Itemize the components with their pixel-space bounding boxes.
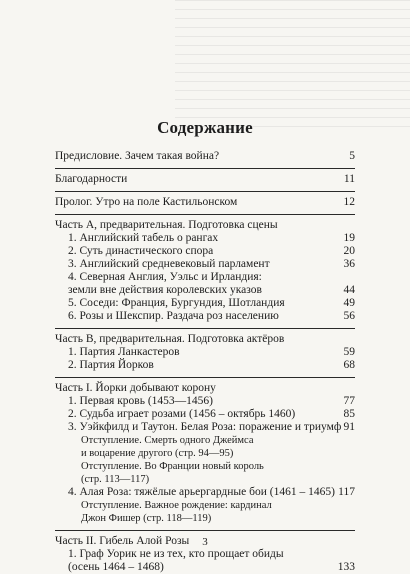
table-of-contents xyxy=(55,150,355,574)
toc-entry[interactable] xyxy=(55,271,355,284)
toc-entry-title: Часть I. Йорки добывают корону xyxy=(55,382,216,394)
toc-entry[interactable] xyxy=(55,258,355,271)
toc-entry[interactable] xyxy=(55,196,355,209)
toc-entry-title: Часть А, предварительная. Подготовка сцены xyxy=(55,219,278,231)
toc-entry[interactable] xyxy=(55,486,355,499)
section-divider xyxy=(55,168,355,169)
toc-entry-title: и воцарение другого (стр. 94—95) xyxy=(81,448,234,459)
toc-entry-title: 3. Уэйкфилд и Таутон. Белая Роза: поражение и триумф xyxy=(68,421,342,433)
toc-entry-title: Пролог. Утро на поле Кастильонском xyxy=(55,196,238,208)
toc-entry[interactable] xyxy=(55,219,355,232)
toc-entry-title: Часть II. Гибель Алой Розы xyxy=(55,535,190,547)
bleed-through-text xyxy=(175,0,410,130)
toc-entry-title: 6. Розы и Шекспир. Раздача роз населению xyxy=(68,310,279,322)
toc-entry[interactable] xyxy=(55,382,355,395)
toc-entry[interactable] xyxy=(55,473,355,486)
toc-entry[interactable] xyxy=(55,173,355,186)
toc-entry-title: 1. Граф Уорик не из тех, кто прощает обиды xyxy=(68,548,284,560)
toc-entry-page: 44 xyxy=(343,284,355,296)
toc-entry-page: 117 xyxy=(338,486,355,498)
toc-entry-title: Предисловие. Зачем такая война? xyxy=(55,150,220,162)
toc-entry[interactable] xyxy=(55,395,355,408)
toc-entry-title: 1. Партия Ланкастеров xyxy=(68,346,180,358)
toc-entry-page: 91 xyxy=(343,421,355,433)
toc-entry[interactable] xyxy=(55,447,355,460)
toc-entry-page: 5 xyxy=(349,150,355,162)
toc-entry-title: 1. Первая кровь (1453—1456) xyxy=(68,395,214,407)
toc-entry[interactable] xyxy=(55,359,355,372)
toc-entry[interactable] xyxy=(55,346,355,359)
toc-entry[interactable] xyxy=(55,150,355,163)
toc-entry[interactable] xyxy=(55,408,355,421)
toc-entry-page: 49 xyxy=(343,297,355,309)
toc-entry-page: 59 xyxy=(343,346,355,358)
toc-entry[interactable] xyxy=(55,232,355,245)
toc-entry-title: 4. Алая Роза: тяжёлые арьергардные бои (1461 – 1465) xyxy=(68,486,335,498)
toc-entry[interactable] xyxy=(55,460,355,473)
toc-entry[interactable] xyxy=(55,548,355,561)
toc-entry-title: Отступление. Смерть одного Джеймса xyxy=(81,435,254,446)
toc-entry-title: (стр. 113—117) xyxy=(81,474,150,485)
toc-entry-title: Отступление. Важное рождение: кардинал xyxy=(81,500,272,511)
toc-entry[interactable] xyxy=(55,499,355,512)
toc-entry-page: 19 xyxy=(343,232,355,244)
toc-entry-title: 2. Судьба играет розами (1456 – октябрь 1460) xyxy=(68,408,296,420)
section-divider xyxy=(55,377,355,378)
toc-entry-title: 5. Соседи: Франция, Бургундия, Шотландия xyxy=(68,297,285,309)
toc-entry-page: 12 xyxy=(343,196,355,208)
toc-entry[interactable] xyxy=(55,245,355,258)
section-divider xyxy=(55,328,355,329)
toc-entry[interactable] xyxy=(55,297,355,310)
toc-entry-title: 2. Суть династического спора xyxy=(68,245,214,257)
toc-entry-title: 1. Английский табель о рангах xyxy=(68,232,219,244)
toc-entry[interactable] xyxy=(55,512,355,525)
toc-entry-title: Джон Фишер (стр. 118—119) xyxy=(81,513,212,524)
toc-entry-page: 11 xyxy=(343,173,355,185)
page-title: Содержание xyxy=(157,118,253,137)
toc-entry-page: 77 xyxy=(343,395,355,407)
toc-entry-title: Часть B, предварительная. Подготовка актёров xyxy=(55,333,285,345)
section-divider xyxy=(55,214,355,215)
toc-entry-page: 56 xyxy=(343,310,355,322)
toc-entry[interactable] xyxy=(55,561,355,574)
toc-entry-page: 36 xyxy=(343,258,355,270)
toc-entry[interactable] xyxy=(55,421,355,434)
section-divider xyxy=(55,530,355,531)
toc-entry-title: (осень 1464 – 1468) xyxy=(68,561,164,573)
toc-entry[interactable] xyxy=(55,333,355,346)
toc-entry-page: 133 xyxy=(337,561,355,573)
toc-entry-title: Благодарности xyxy=(55,173,128,185)
toc-entry-title: 4. Северная Англия, Уэльс и Ирландия: xyxy=(68,271,262,283)
toc-entry-page: 85 xyxy=(343,408,355,420)
toc-entry-title: земли вне действия королевских указов xyxy=(68,284,262,296)
toc-entry[interactable] xyxy=(55,284,355,297)
toc-entry[interactable] xyxy=(55,434,355,447)
toc-entry-page: 20 xyxy=(343,245,355,257)
toc-entry-page: 68 xyxy=(343,359,355,371)
page-number: 3 xyxy=(202,536,208,548)
toc-entry-title: 2. Партия Йорков xyxy=(68,359,154,371)
section-divider xyxy=(55,191,355,192)
toc-entry-title: Отступление. Во Франции новый король xyxy=(81,461,264,472)
toc-entry-title: 3. Английский средневековый парламент xyxy=(68,258,270,270)
toc-entry[interactable] xyxy=(55,310,355,323)
